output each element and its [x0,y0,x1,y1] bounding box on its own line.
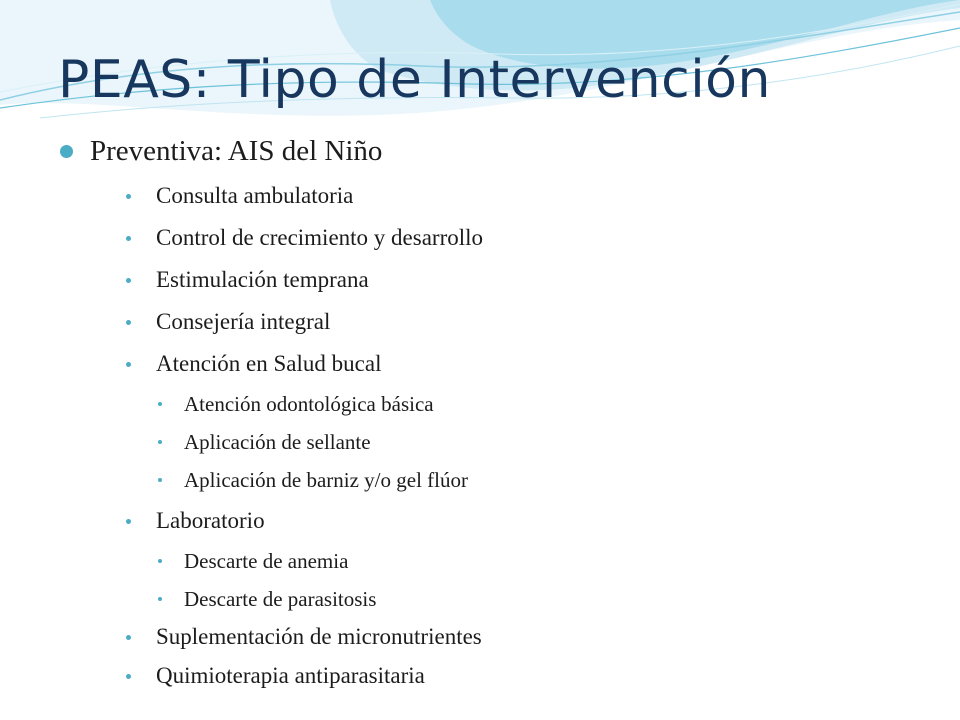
bullet-item-level3 [158,427,371,457]
bullet-item-level2 [126,659,425,693]
bullet-icon [158,559,162,563]
bullet-text: Suplementación de micronutrientes [156,624,482,649]
slide-title: PEAS: Tipo de Intervención [58,50,771,110]
bullet-text: Atención odontológica básica [184,391,434,416]
bullet-icon [126,635,131,640]
bullet-item-level2 [126,179,353,213]
bullet-text: Consejería integral [156,309,331,334]
bullet-item-level2 [126,221,483,255]
bullet-item-level3 [158,546,348,576]
bullet-icon [126,362,131,367]
bullet-item-level2 [126,305,330,339]
bullet-item-level1 [60,131,382,171]
bullet-icon [126,519,131,524]
bullet-text: Descarte de anemia [184,548,349,573]
bullet-item-level2 [126,504,265,538]
bullet-icon [158,478,162,482]
bullet-text: Laboratorio [156,508,265,533]
bullet-text: Preventiva: AIS del Niño [90,134,383,167]
bullet-text: Estimulación temprana [156,267,369,292]
bullet-icon [126,236,131,241]
bullet-item-level3 [158,465,468,495]
bullet-item-level2 [126,263,369,297]
bullet-icon [158,440,162,444]
bullet-text: Descarte de parasitosis [184,586,377,611]
bullet-item-level2 [126,620,482,654]
bullet-icon [126,278,131,283]
bullet-text: Aplicación de barniz y/o gel flúor [184,467,468,492]
bullet-text: Control de crecimiento y desarrollo [156,225,484,250]
bullet-text: Aplicación de sellante [184,429,371,454]
bullet-item-level3 [158,389,434,419]
bullet-icon [60,145,73,158]
bullet-icon [126,674,131,679]
bullet-item-level3 [158,584,376,614]
bullet-icon [126,320,131,325]
bullet-text: Consulta ambulatoria [156,183,354,208]
bullet-icon [158,597,162,601]
bullet-icon [126,194,131,199]
bullet-text: Atención en Salud bucal [156,351,382,376]
bullet-item-level2 [126,347,381,381]
bullet-icon [158,402,162,406]
bullet-text: Quimioterapia antiparasitaria [156,663,425,688]
